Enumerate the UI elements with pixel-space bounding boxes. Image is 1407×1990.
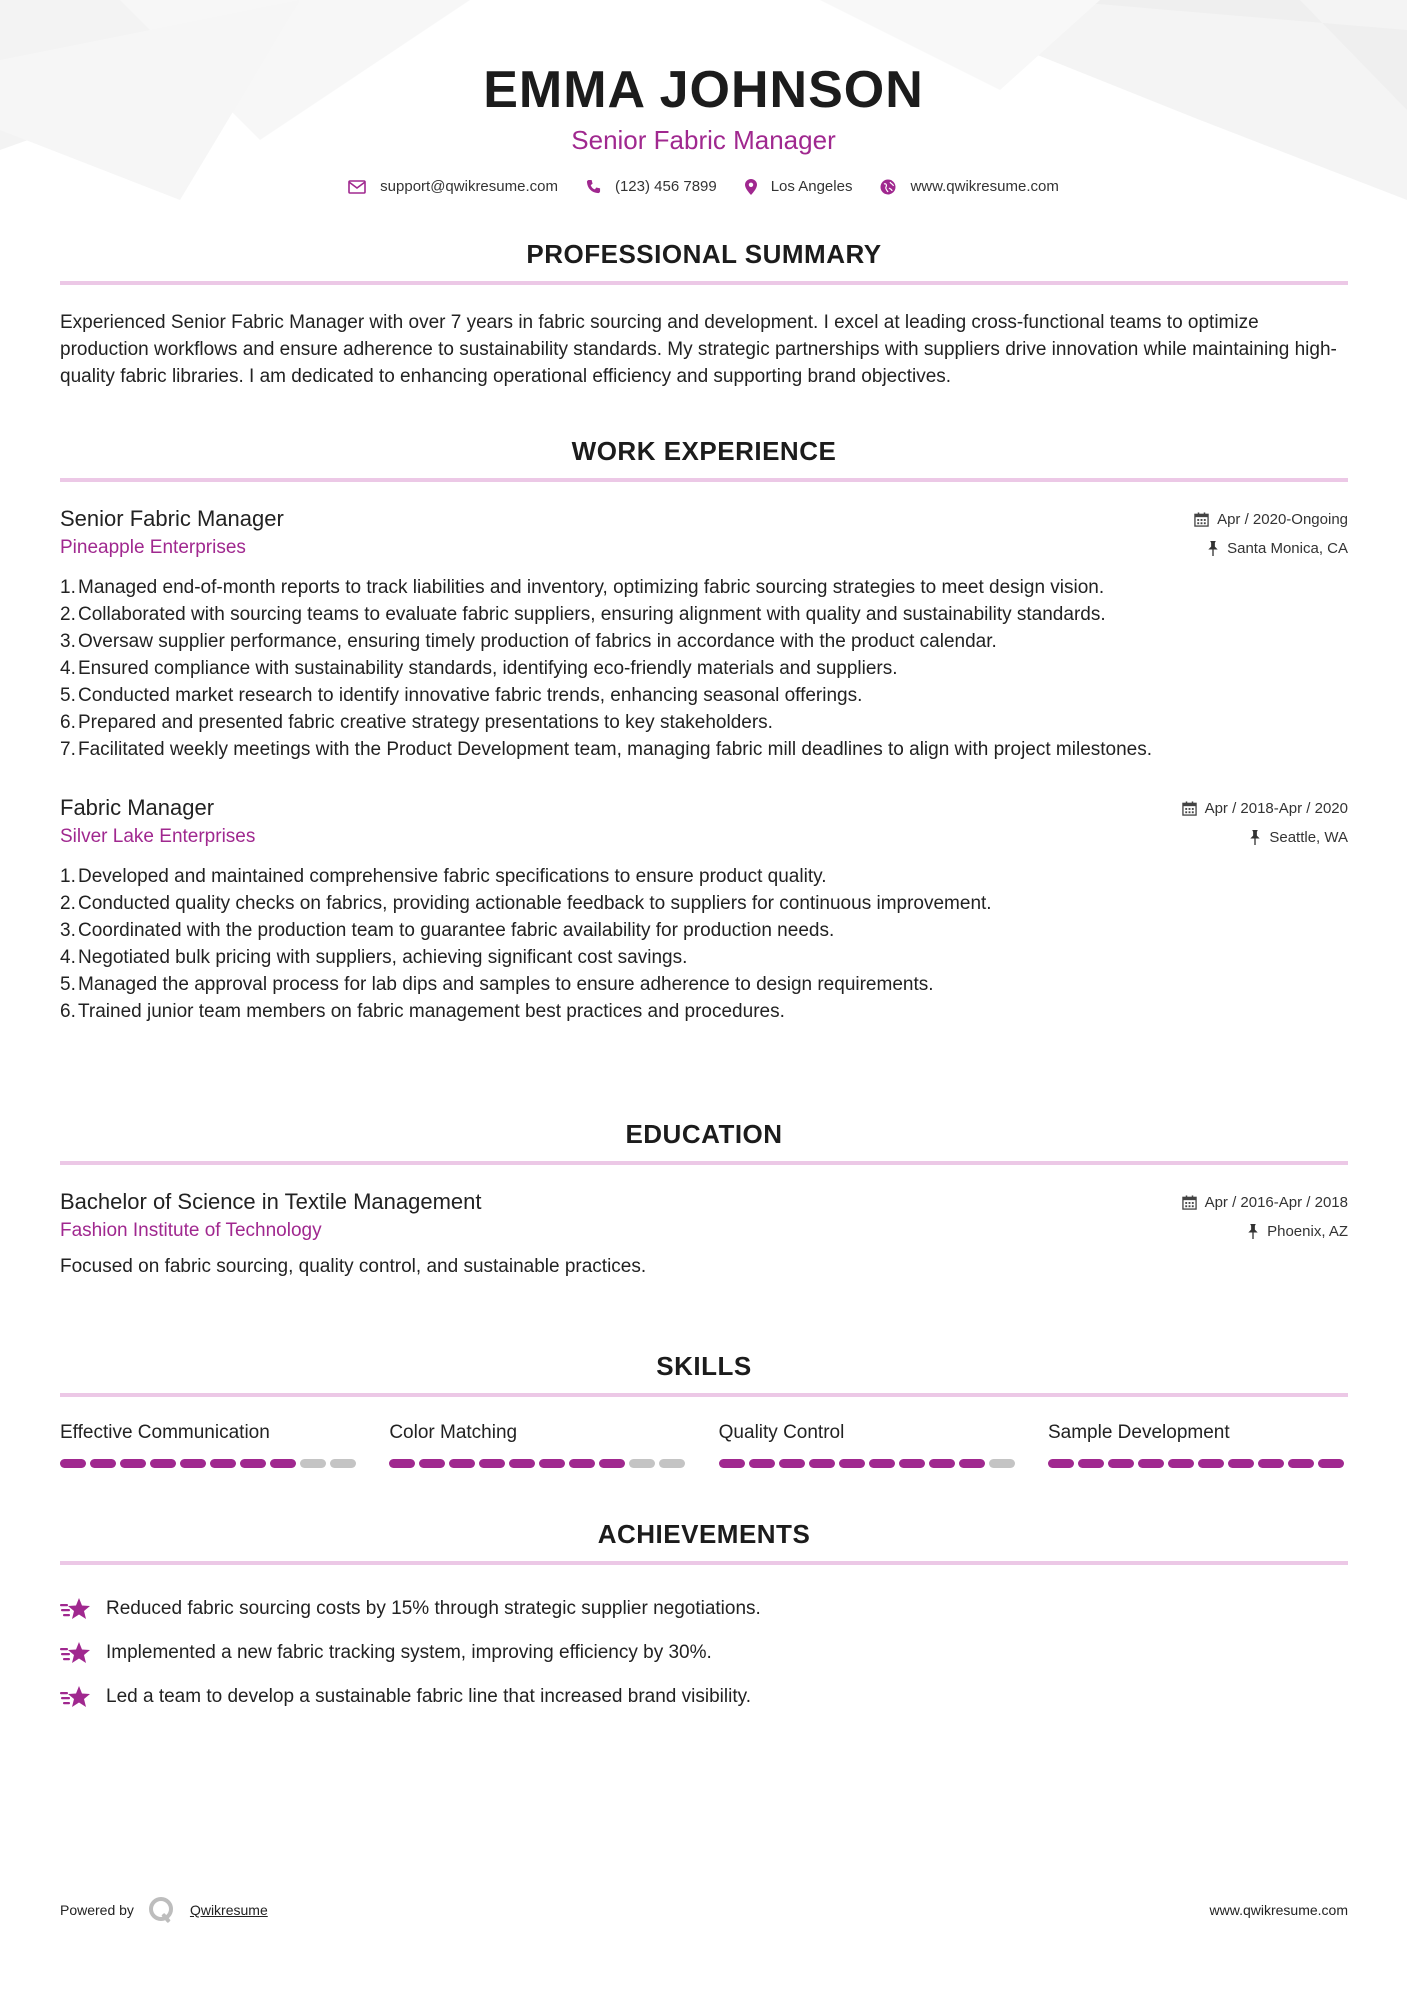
contact-website-text: www.qwikresume.com (910, 178, 1059, 195)
school-name: Fashion Institute of Technology (60, 1220, 322, 1241)
footer-website-link[interactable]: www.qwikresume.com (1209, 1902, 1348, 1918)
skill-rating-segment (869, 1459, 895, 1468)
job-dates (1194, 511, 1348, 528)
education-location (1247, 1223, 1348, 1240)
skill-rating-segment (959, 1459, 985, 1468)
job-location-text: Seattle, WA (1269, 828, 1348, 846)
skill-rating-segment (1288, 1459, 1314, 1468)
list-item: 6. Prepared and presented fabric creative strategy presentations to key stakeholders. (60, 712, 773, 733)
skill-rating-segment (60, 1459, 86, 1468)
page-footer (60, 1896, 1348, 1924)
skill-rating-bar (719, 1459, 1019, 1468)
section-divider (60, 478, 1348, 482)
section-divider (60, 281, 1348, 285)
calendar-icon (1194, 512, 1209, 527)
education-entry (60, 1187, 1348, 1281)
achievement-text: Led a team to develop a sustainable fabric line that increased brand visibility. (106, 1686, 751, 1707)
list-item: 4. Negotiated bulk pricing with suppliers, achieving significant cost savings. (60, 947, 688, 968)
skill-rating-segment (479, 1459, 505, 1468)
map-marker-icon (745, 179, 757, 195)
skill-rating-segment (240, 1459, 266, 1468)
list-item: 6. Trained junior team members on fabric management best practices and procedures. (60, 1001, 785, 1022)
job-company: Pineapple Enterprises (60, 537, 246, 558)
list-item: 2. Collaborated with sourcing teams to evaluate fabric suppliers, ensuring alignment with quality and sustainability standards. (60, 604, 1106, 625)
candidate-title: Senior Fabric Manager (571, 125, 836, 155)
skill-rating-segment (330, 1459, 356, 1468)
job-entry (60, 793, 1348, 1025)
skill-rating-segment (839, 1459, 865, 1468)
skill-item (719, 1421, 1019, 1468)
list-item: 3. Oversaw supplier performance, ensuring timely production of fabrics in accordance with the product calendar. (60, 631, 997, 652)
achievements-section (60, 1518, 1348, 1719)
achievement-text: Reduced fabric sourcing costs by 15% through strategic supplier negotiations. (106, 1598, 761, 1619)
achievement-item (60, 1587, 1348, 1631)
skills-list (60, 1421, 1348, 1468)
skill-name: Sample Development (1047, 1422, 1230, 1443)
skill-rating-segment (1198, 1459, 1224, 1468)
job-entry (60, 504, 1348, 763)
skill-rating-segment (90, 1459, 116, 1468)
job-location (1249, 829, 1348, 846)
experience-section (60, 435, 1348, 1025)
contact-phone[interactable] (586, 178, 717, 195)
candidate-name: EMMA JOHNSON (483, 61, 924, 119)
job-dates (1182, 800, 1348, 817)
list-item: 3. Coordinated with the production team to guarantee fabric availability for production needs. (60, 920, 835, 941)
skill-rating-segment (899, 1459, 925, 1468)
achievement-text: Implemented a new fabric tracking system, improving efficiency by 30%. (106, 1642, 712, 1663)
skill-item (389, 1421, 689, 1468)
contact-phone-text: (123) 456 7899 (614, 178, 717, 195)
education-dates (1182, 1194, 1348, 1211)
skill-rating-segment (150, 1459, 176, 1468)
section-divider (60, 1161, 1348, 1165)
skill-rating-segment (1108, 1459, 1134, 1468)
achievement-item (60, 1631, 1348, 1675)
list-item: 7. Facilitated weekly meetings with the Product Development team, managing fabric mill deadlines to align with project milestones. (60, 739, 1153, 760)
pushpin-icon (1207, 541, 1219, 556)
summary-text: Experienced Senior Fabric Manager with over 7 years in fabric sourcing and development. I excel at leading cross-functional teams to optimize production workflows and ensure adherence to sustainability standards. My strategic partnerships with suppliers drive innovation while maintaining high-quality fabric libraries. I am dedicated to enhancing operational efficiency and supporting brand objectives. (60, 312, 1337, 387)
job-location (1207, 540, 1348, 557)
skill-rating-segment (809, 1459, 835, 1468)
pushpin-icon (1247, 1224, 1259, 1239)
skill-rating-segment (1258, 1459, 1284, 1468)
list-item: 2. Conducted quality checks on fabrics, providing actionable feedback to suppliers for continuous improvement. (60, 893, 992, 914)
job-title: Fabric Manager (60, 795, 215, 820)
skill-rating-segment (1048, 1459, 1074, 1468)
skill-rating-segment (389, 1459, 415, 1468)
skill-item (60, 1421, 360, 1468)
skill-rating-segment (210, 1459, 236, 1468)
globe-icon (880, 179, 896, 195)
skill-rating-segment (569, 1459, 595, 1468)
skill-rating-segment (749, 1459, 775, 1468)
education-section (60, 1118, 1348, 1281)
list-item: 1. Managed end-of-month reports to track liabilities and inventory, optimizing fabric sourcing strategies to meet design vision. (60, 577, 1105, 598)
shooting-star-icon (60, 1596, 92, 1622)
contact-email[interactable] (348, 178, 558, 195)
skill-rating-segment (1138, 1459, 1164, 1468)
skill-name: Effective Communication (60, 1422, 270, 1443)
calendar-icon (1182, 1195, 1197, 1210)
skill-rating-segment (120, 1459, 146, 1468)
skill-rating-bar (389, 1459, 689, 1468)
job-dates-text: Apr / 2018-Apr / 2020 (1204, 799, 1348, 817)
skill-rating-segment (719, 1459, 745, 1468)
contact-location (745, 178, 853, 195)
skill-name: Quality Control (718, 1422, 845, 1443)
list-item: 5. Conducted market research to identify innovative fabric trends, enhancing seasonal offerings. (60, 685, 863, 706)
skill-item (1048, 1421, 1348, 1468)
skill-rating-segment (449, 1459, 475, 1468)
resume-header (0, 0, 1407, 195)
skill-rating-segment (599, 1459, 625, 1468)
job-responsibilities (60, 574, 1348, 763)
summary-section (60, 238, 1348, 390)
degree-title: Bachelor of Science in Textile Management (60, 1189, 482, 1214)
skill-rating-segment (1078, 1459, 1104, 1468)
skill-rating-segment (509, 1459, 535, 1468)
skill-rating-segment (1228, 1459, 1254, 1468)
skill-rating-segment (180, 1459, 206, 1468)
job-title: Senior Fabric Manager (60, 506, 284, 531)
skill-rating-segment (539, 1459, 565, 1468)
achievement-item (60, 1675, 1348, 1719)
phone-icon (586, 179, 601, 194)
skills-section (60, 1350, 1348, 1468)
skill-rating-bar (1048, 1459, 1348, 1468)
skill-name: Color Matching (389, 1422, 518, 1443)
skill-rating-segment (989, 1459, 1015, 1468)
shooting-star-icon (60, 1684, 92, 1710)
skill-rating-segment (270, 1459, 296, 1468)
education-dates-text: Apr / 2016-Apr / 2018 (1204, 1193, 1348, 1211)
education-location-text: Phoenix, AZ (1267, 1222, 1348, 1240)
skill-rating-segment (779, 1459, 805, 1468)
section-divider (60, 1561, 1348, 1565)
skill-rating-segment (419, 1459, 445, 1468)
education-heading: EDUCATION (625, 1119, 783, 1149)
job-responsibilities (60, 863, 1348, 1025)
skill-rating-segment (300, 1459, 326, 1468)
qwikresume-logo-icon (148, 1896, 176, 1924)
contact-email-text: support@qwikresume.com (380, 178, 558, 195)
list-item: 1. Developed and maintained comprehensive fabric specifications to ensure product quality. (60, 866, 827, 887)
section-divider (60, 1393, 1348, 1397)
powered-by (60, 1896, 268, 1924)
skill-rating-bar (60, 1459, 360, 1468)
skill-rating-segment (929, 1459, 955, 1468)
list-item: 5. Managed the approval process for lab dips and samples to ensure adherence to design requirements. (60, 974, 934, 995)
contact-website[interactable] (880, 178, 1058, 195)
education-description: Focused on fabric sourcing, quality control, and sustainable practices. (60, 1256, 647, 1277)
skill-rating-segment (1168, 1459, 1194, 1468)
powered-by-label: Powered by (60, 1902, 134, 1918)
list-item: 4. Ensured compliance with sustainability standards, identifying eco-friendly materials and suppliers. (60, 658, 898, 679)
qwikresume-link[interactable]: Qwikresume (189, 1902, 268, 1918)
contact-bar (0, 178, 1407, 195)
skill-rating-segment (629, 1459, 655, 1468)
skills-heading: SKILLS (656, 1351, 752, 1381)
job-location-text: Santa Monica, CA (1227, 539, 1348, 557)
calendar-icon (1182, 801, 1197, 816)
skill-rating-segment (1318, 1459, 1344, 1468)
summary-heading: PROFESSIONAL SUMMARY (526, 239, 882, 269)
contact-location-text: Los Angeles (770, 178, 853, 195)
job-company: Silver Lake Enterprises (60, 826, 256, 847)
achievements-list (60, 1587, 1348, 1719)
achievements-heading: ACHIEVEMENTS (597, 1519, 811, 1549)
shooting-star-icon (60, 1640, 92, 1666)
job-dates-text: Apr / 2020-Ongoing (1217, 510, 1348, 528)
envelope-icon (348, 180, 366, 194)
skill-rating-segment (659, 1459, 685, 1468)
experience-heading: WORK EXPERIENCE (571, 436, 837, 466)
pushpin-icon (1249, 830, 1261, 845)
